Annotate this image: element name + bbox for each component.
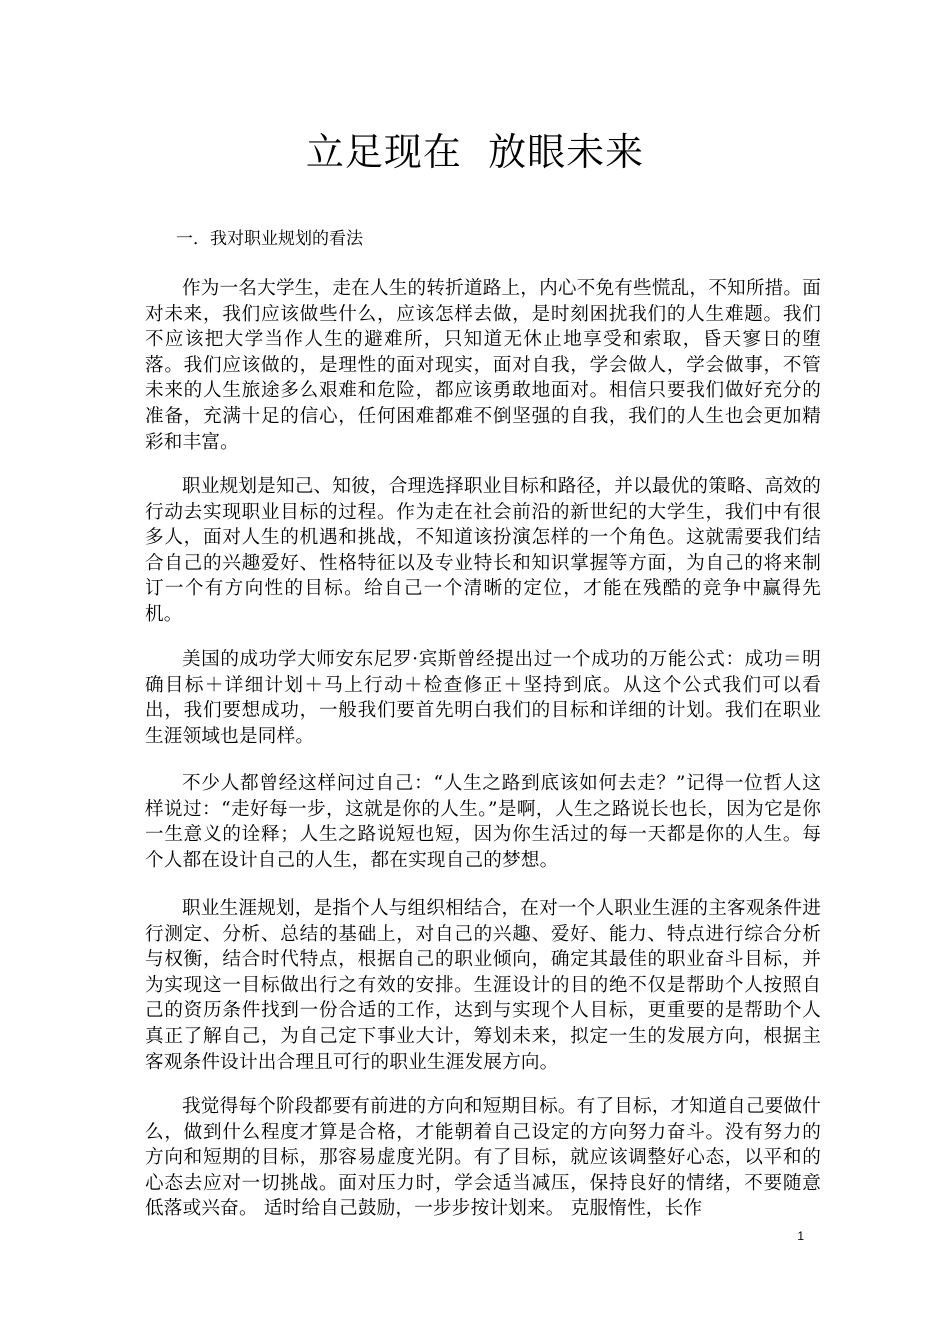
paragraph-1: 作为一名大学生，走在人生的转折道路上，内心不免有些慌乱，不知所措。面对未来，我们应该做些什么，应该怎样去做，是时刻困扰我们的人生难题。我们不应该把大学当作人生的避难所，只知道无休止地享受和索取，昏天寥日的堕落。我们应该做的，是理性的面对现实，面对自我，学会做人，学会做事，不管未来的人生旅途多么艰难和危险，都应该勇敢地面对。相信只要我们做好充分的准备，充满十足的信心，任何困难都难不倒坚强的自我，我们的人生也会更加精彩和丰富。: [145, 278, 821, 453]
paragraph-3: 美国的成功学大师安东尼罗·宾斯曾经提出过一个成功的万能公式：成功＝明确目标＋详细计划＋马上行动＋检查修正＋坚持到底。从这个公式我们可以看出，我们要想成功，一般我们要首先明白我们的目标和详细的计划。我们在职业生涯领域也是同样。: [145, 649, 821, 747]
paragraph-4: 不少人都曾经这样问过自己：“人生之路到底该如何去走？”记得一位哲人这样说过：“走好每一步，这就是你的人生。”是啊，人生之路说长也长，因为它是你一生意义的诠释；人生之路说短也短，因为你生活过的每一天都是你的人生。每个人都在设计自己的人生，都在实现自己的梦想。: [145, 773, 821, 871]
page-number: 1: [797, 1229, 804, 1243]
paragraph-2: 职业规划是知己、知彼，合理选择职业目标和路径，并以最优的策略、高效的行动去实现职业目标的过程。作为走在社会前沿的新世纪的大学生，我们中有很多人，面对人生的机遇和挑战，不知道该扮演怎样的一个角色。这就需要我们结合自己的兴趣爱好、性格特征以及专业特长和知识掌握等方面，为自己的将来制订一个有方向性的目标。给自己一个清晰的定位，才能在残酷的竞争中赢得先机。: [145, 476, 821, 625]
document-title: 立足现在 放眼未来: [305, 130, 645, 174]
paragraph-5: 职业生涯规划，是指个人与组织相结合，在对一个人职业生涯的主客观条件进行测定、分析、总结的基础上，对自己的兴趣、爱好、能力、特点进行综合分析与权衡，结合时代特点，根据自己的职业倾向，确定其最佳的职业奋斗目标，并为实现这一目标做出行之有效的安排。生涯设计的目的绝不仅是帮助个人按照自己的资历条件找到一份合适的工作，达到与实现个人目标，更重要的是帮助个人真正了解自己，为自己定下事业大计，筹划未来，拟定一生的发展方向，根据主客观条件设计出合理且可行的职业生涯发展方向。: [145, 898, 821, 1073]
paragraph-6: 我觉得每个阶段都要有前进的方向和短期目标。有了目标，才知道自己要做什么，做到什么程度才算是合格，才能朝着自己设定的方向努力奋斗。没有努力的方向和短期的目标，那容易虚度光阴。有了目标，就应该调整好心态，以平和的心态去应对一切挑战。面对压力时，学会适当减压，保持良好的情绪，不要随意低落或兴奋。 适时给自己鼓励，一步步按计划来。 克服惰性，长作: [145, 1096, 821, 1220]
section-heading: 一．我对职业规划的看法: [176, 229, 363, 249]
